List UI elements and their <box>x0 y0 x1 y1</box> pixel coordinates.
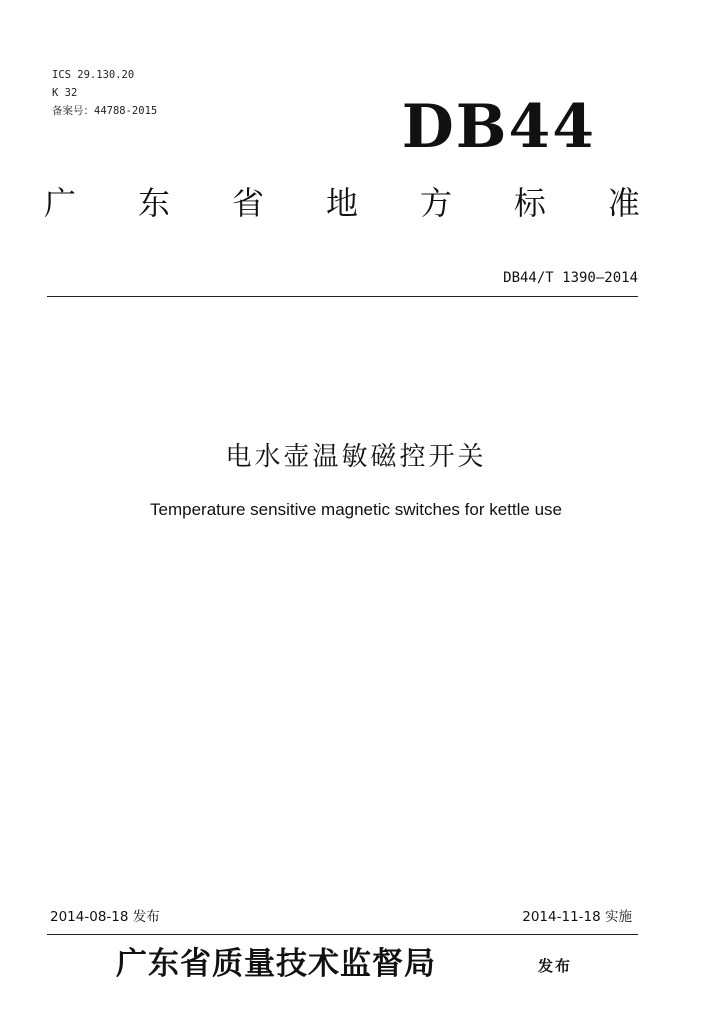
standard-type-char: 广 <box>44 184 77 222</box>
standard-type-char: 省 <box>231 184 264 222</box>
issuing-authority: 广东省质量技术监督局 <box>116 946 436 982</box>
title-chinese: 电水壶温敏磁控开关 <box>225 442 487 472</box>
ics-code: ICS 29.130.20 <box>52 69 135 81</box>
standard-type-char: 准 <box>607 184 640 222</box>
issue-date: 2014-08-18 发布 <box>50 909 160 925</box>
filing-number: 备案号：44788-2015 <box>52 105 158 117</box>
bottom-divider <box>47 934 638 935</box>
top-divider <box>47 296 638 297</box>
classification-code: K 32 <box>52 87 78 99</box>
title-english: Temperature sensitive magnetic switches for kettle use <box>150 500 562 519</box>
standard-type-char: 东 <box>137 184 170 222</box>
standard-type-char: 方 <box>419 184 452 222</box>
standard-type-heading <box>44 178 640 228</box>
standard-type-char: 地 <box>325 184 358 222</box>
standard-number: DB44/T 1390—2014 <box>503 270 638 286</box>
issuer-action: 发布 <box>538 957 573 975</box>
implementation-date: 2014-11-18 实施 <box>522 909 632 925</box>
db44-logo: DB44 <box>401 92 596 162</box>
standard-type-char: 标 <box>513 184 546 222</box>
